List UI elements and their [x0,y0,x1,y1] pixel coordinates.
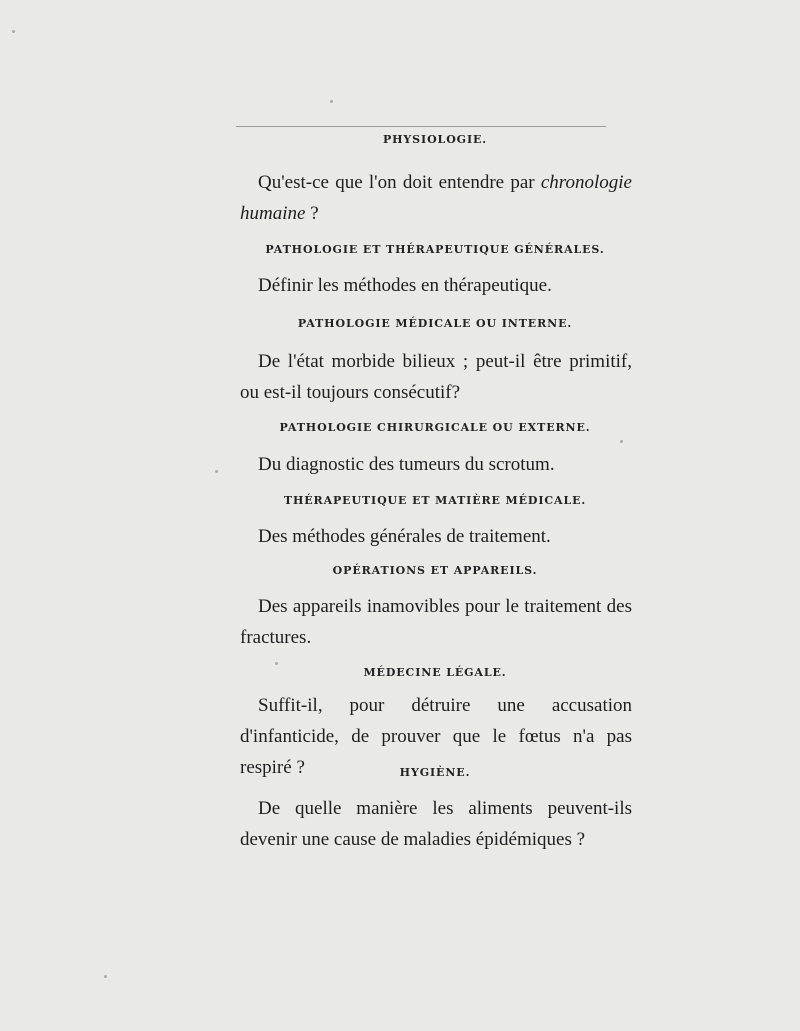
section-heading-therapeutique: THÉRAPEUTIQUE ET MATIÈRE MÉDICALE. [283,494,587,507]
section-text-therapeutique: Des méthodes générales de traitement. [258,526,551,547]
paper-speck [12,30,15,33]
section-text-pathologie-medicale: De l'état morbide bilieux ; peut-il être primitif, ou est-il toujours consécutif? [240,351,632,403]
section-text-physiologie [240,167,632,229]
section-heading-physiologie: PHYSIOLOGIE. [382,133,488,146]
section-text-pathologie-chirurgicale: Du diagnostic des tumeurs du scrotum. [258,454,555,475]
paper-speck [215,470,218,473]
section-heading-medecine-legale: MÉDECINE LÉGALE. [363,666,507,679]
section-text-operations: Des appareils inamovibles pour le traitement des fractures. [240,596,632,648]
section-heading-operations: OPÉRATIONS ET APPAREILS. [332,564,538,577]
paper-speck [275,662,278,665]
paper-speck [620,440,623,443]
section-heading-pathologie-generale: PATHOLOGIE ET THÉRAPEUTIQUE GÉNÉRALES. [265,243,605,256]
italic-term: chronologie humaine [240,172,632,224]
section-heading-hygiene: HYGIÈNE. [399,766,471,779]
section-text-hygiene: De quelle manière les aliments peuvent-ils devenir une cause de maladies épidémiques ? [240,798,632,850]
header-rule [236,126,606,127]
section-heading-pathologie-medicale: PATHOLOGIE MÉDICALE OU INTERNE. [297,317,573,330]
section-text-pathologie-generale: Définir les méthodes en thérapeutique. [258,275,552,296]
section-heading-pathologie-chirurgicale: PATHOLOGIE CHIRURGICALE OU EXTERNE. [279,421,591,434]
text-run: ? [305,203,319,224]
text-run: Qu'est-ce que l'on doit entendre par [258,172,541,193]
paper-speck [104,975,107,978]
paper-speck [330,100,333,103]
section-text-medecine-legale: Suffit-il, pour détruire une accusation d'infanticide, de prouver que le fœtus n'a pas respiré ? [240,695,632,778]
